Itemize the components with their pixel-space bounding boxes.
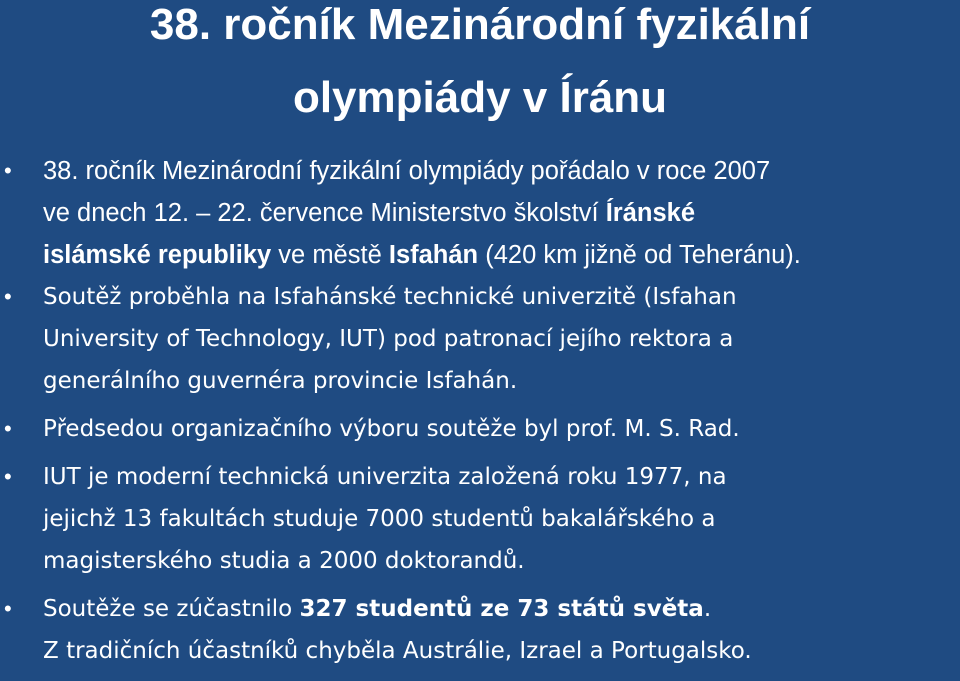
bold-text-run: islámské republiky: [43, 241, 272, 269]
bullet-line: Z tradičních účastníků chyběla Austrálie, Izrael a Portugalsko.: [43, 638, 752, 664]
text-run: .: [703, 596, 712, 622]
bullet-line: Předsedou organizačního výboru soutěže byl prof. M. S. Rad.: [43, 416, 740, 442]
bold-text-run: Íránské: [605, 199, 695, 227]
title-line-1: 38. ročník Mezinárodní fyzikální: [149, 0, 811, 49]
text-run: (420 km jižně od Teheránu).: [478, 241, 801, 269]
bullet-line: IUT je moderní technická univerzita založená roku 1977, na: [43, 464, 727, 490]
text-run: Soutěže se zúčastnilo: [43, 596, 300, 622]
bullet-item-university: [0, 276, 960, 402]
bullet-line: [43, 588, 948, 630]
bullet-dot-icon: •: [4, 416, 12, 441]
bold-text-run: 327 studentů ze 73 států světa: [299, 596, 704, 622]
bold-text-run: Isfahán: [388, 241, 479, 269]
bullet-line: [43, 150, 948, 192]
bullet-line: University of Technology, IUT) pod patronací jejího rektora a: [43, 326, 734, 352]
text-run: ve městě: [271, 241, 389, 269]
bullet-dot-icon: •: [4, 464, 12, 489]
bullet-line: [43, 192, 948, 234]
text-run: 38. ročník Mezinárodní fyzikální olympiády pořádalo v roce 2007: [43, 157, 771, 185]
bullet-dot-icon: •: [4, 596, 12, 621]
bullet-line: [43, 234, 948, 276]
bullet-dot-icon: •: [4, 158, 12, 183]
bullet-dot-icon: •: [4, 284, 12, 309]
bullet-item-iut: [0, 456, 960, 582]
bullet-item-participants: [0, 588, 960, 672]
bullet-list: [0, 150, 960, 672]
slide-title: [0, 0, 960, 121]
bullet-item-chairman: [0, 408, 960, 450]
bullet-line: magisterského studia a 2000 doktorandů.: [43, 548, 525, 574]
bullet-line: Soutěž proběhla na Isfahánské technické univerzitě (Isfahan: [43, 284, 737, 310]
text-run: ve dnech 12. – 22. července Ministerstvo školství: [43, 199, 606, 227]
bullet-line: generálního guvernéra provincie Isfahán.: [43, 368, 518, 394]
bullet-line: jejichž 13 fakultách studuje 7000 studentů bakalářského a: [43, 506, 716, 532]
title-line-2: olympiády v Íránu: [292, 73, 668, 122]
bullet-item-olympiad: [0, 150, 960, 276]
